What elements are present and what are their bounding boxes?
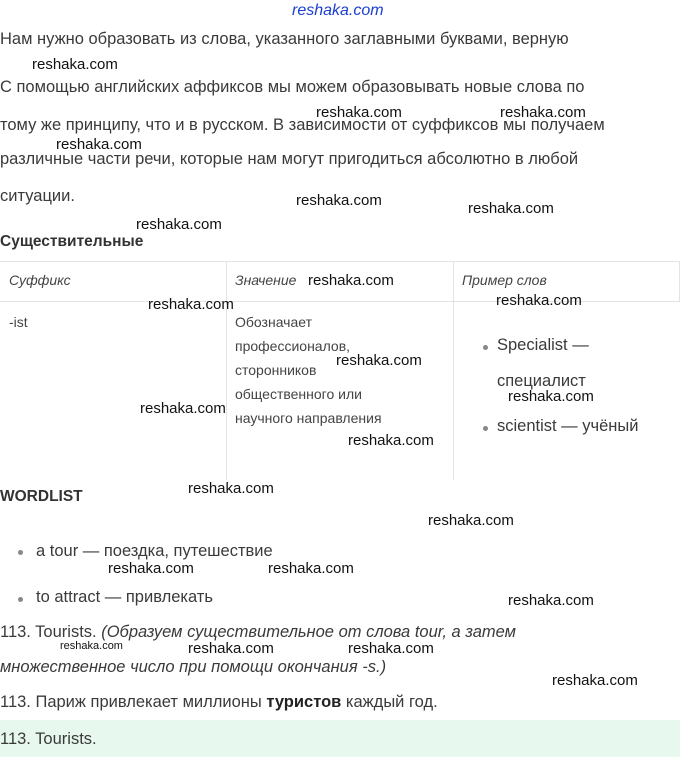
site-header-link[interactable]: reshaka.com — [292, 2, 384, 19]
watermark: reshaka.com — [336, 352, 422, 369]
intro-line-3: тому же принципу, что и в русском. В зависимости от суффиксов мы получаем — [0, 116, 605, 134]
watermark: reshaka.com — [316, 104, 402, 121]
watermark: reshaka.com — [60, 640, 123, 652]
intro-line-5: ситуации. — [0, 187, 75, 205]
watermark: reshaka.com — [148, 296, 234, 313]
intro-line-4: различные части речи, которые нам могут пригодиться абсолютно в любой — [0, 150, 579, 168]
wordlist-item-2: to attract — привлекать — [36, 588, 213, 606]
watermark: reshaka.com — [500, 104, 586, 121]
watermark: reshaka.com — [428, 512, 514, 529]
task-note: (Образуем существительное от слова tour, а затем — [101, 623, 516, 641]
list-bullet — [483, 426, 488, 431]
table-header-meaning: Значение — [235, 272, 297, 288]
task-sentence — [0, 693, 438, 712]
answer-box — [0, 720, 680, 757]
watermark: reshaka.com — [508, 592, 594, 609]
watermark: reshaka.com — [140, 400, 226, 417]
watermark: reshaka.com — [308, 272, 394, 289]
watermark: reshaka.com — [188, 640, 274, 657]
watermark: reshaka.com — [348, 640, 434, 657]
table-cell-meaning-4: общественного или — [235, 386, 362, 402]
example-item-1: Specialist — — [497, 336, 589, 354]
list-bullet — [18, 550, 23, 555]
watermark: reshaka.com — [348, 432, 434, 449]
table-header-examples: Пример слов — [462, 272, 547, 288]
watermark: reshaka.com — [136, 216, 222, 233]
sentence-bold: туристов — [266, 693, 342, 711]
watermark: reshaka.com — [552, 672, 638, 689]
section-heading: Существительные — [0, 233, 144, 250]
watermark: reshaka.com — [296, 192, 382, 209]
task-number: 113. Tourists. — [0, 623, 97, 641]
table-header-suffix: Суффикс — [9, 272, 71, 288]
list-bullet — [483, 345, 488, 350]
answer-text: 113. Tourists. — [0, 730, 97, 748]
table-cell-meaning-2: профессионалов, — [235, 338, 351, 354]
sentence-pre: 113. Париж привлекает миллионы — [0, 693, 262, 711]
watermark: reshaka.com — [268, 560, 354, 577]
watermark: reshaka.com — [56, 136, 142, 153]
table-cell-meaning-3: сторонников — [235, 362, 317, 378]
watermark: reshaka.com — [108, 560, 194, 577]
watermark: reshaka.com — [188, 480, 274, 497]
watermark: reshaka.com — [32, 56, 118, 73]
table-cell-meaning-1: Обозначает — [235, 314, 312, 330]
task-line-2: множественное число при помощи окончания -s.) — [0, 658, 387, 676]
list-bullet — [18, 597, 23, 602]
table-cell-meaning-5: научного направления — [235, 410, 382, 426]
watermark: reshaka.com — [468, 200, 554, 217]
example-item-1-translation: специалист — [497, 372, 586, 390]
table-cell-suffix: -ist — [9, 314, 28, 330]
intro-line-1: Нам нужно образовать из слова, указанного заглавными буквами, верную — [0, 30, 569, 48]
watermark: reshaka.com — [508, 388, 594, 405]
sentence-post: каждый год. — [345, 693, 438, 711]
example-item-2: scientist — учёный — [497, 417, 639, 435]
wordlist-heading: WORDLIST — [0, 488, 83, 505]
wordlist-item-1: a tour — поездка, путешествие — [36, 542, 273, 560]
watermark: reshaka.com — [496, 292, 582, 309]
intro-line-2: С помощью английских аффиксов мы можем образовывать новые слова по — [0, 78, 585, 96]
